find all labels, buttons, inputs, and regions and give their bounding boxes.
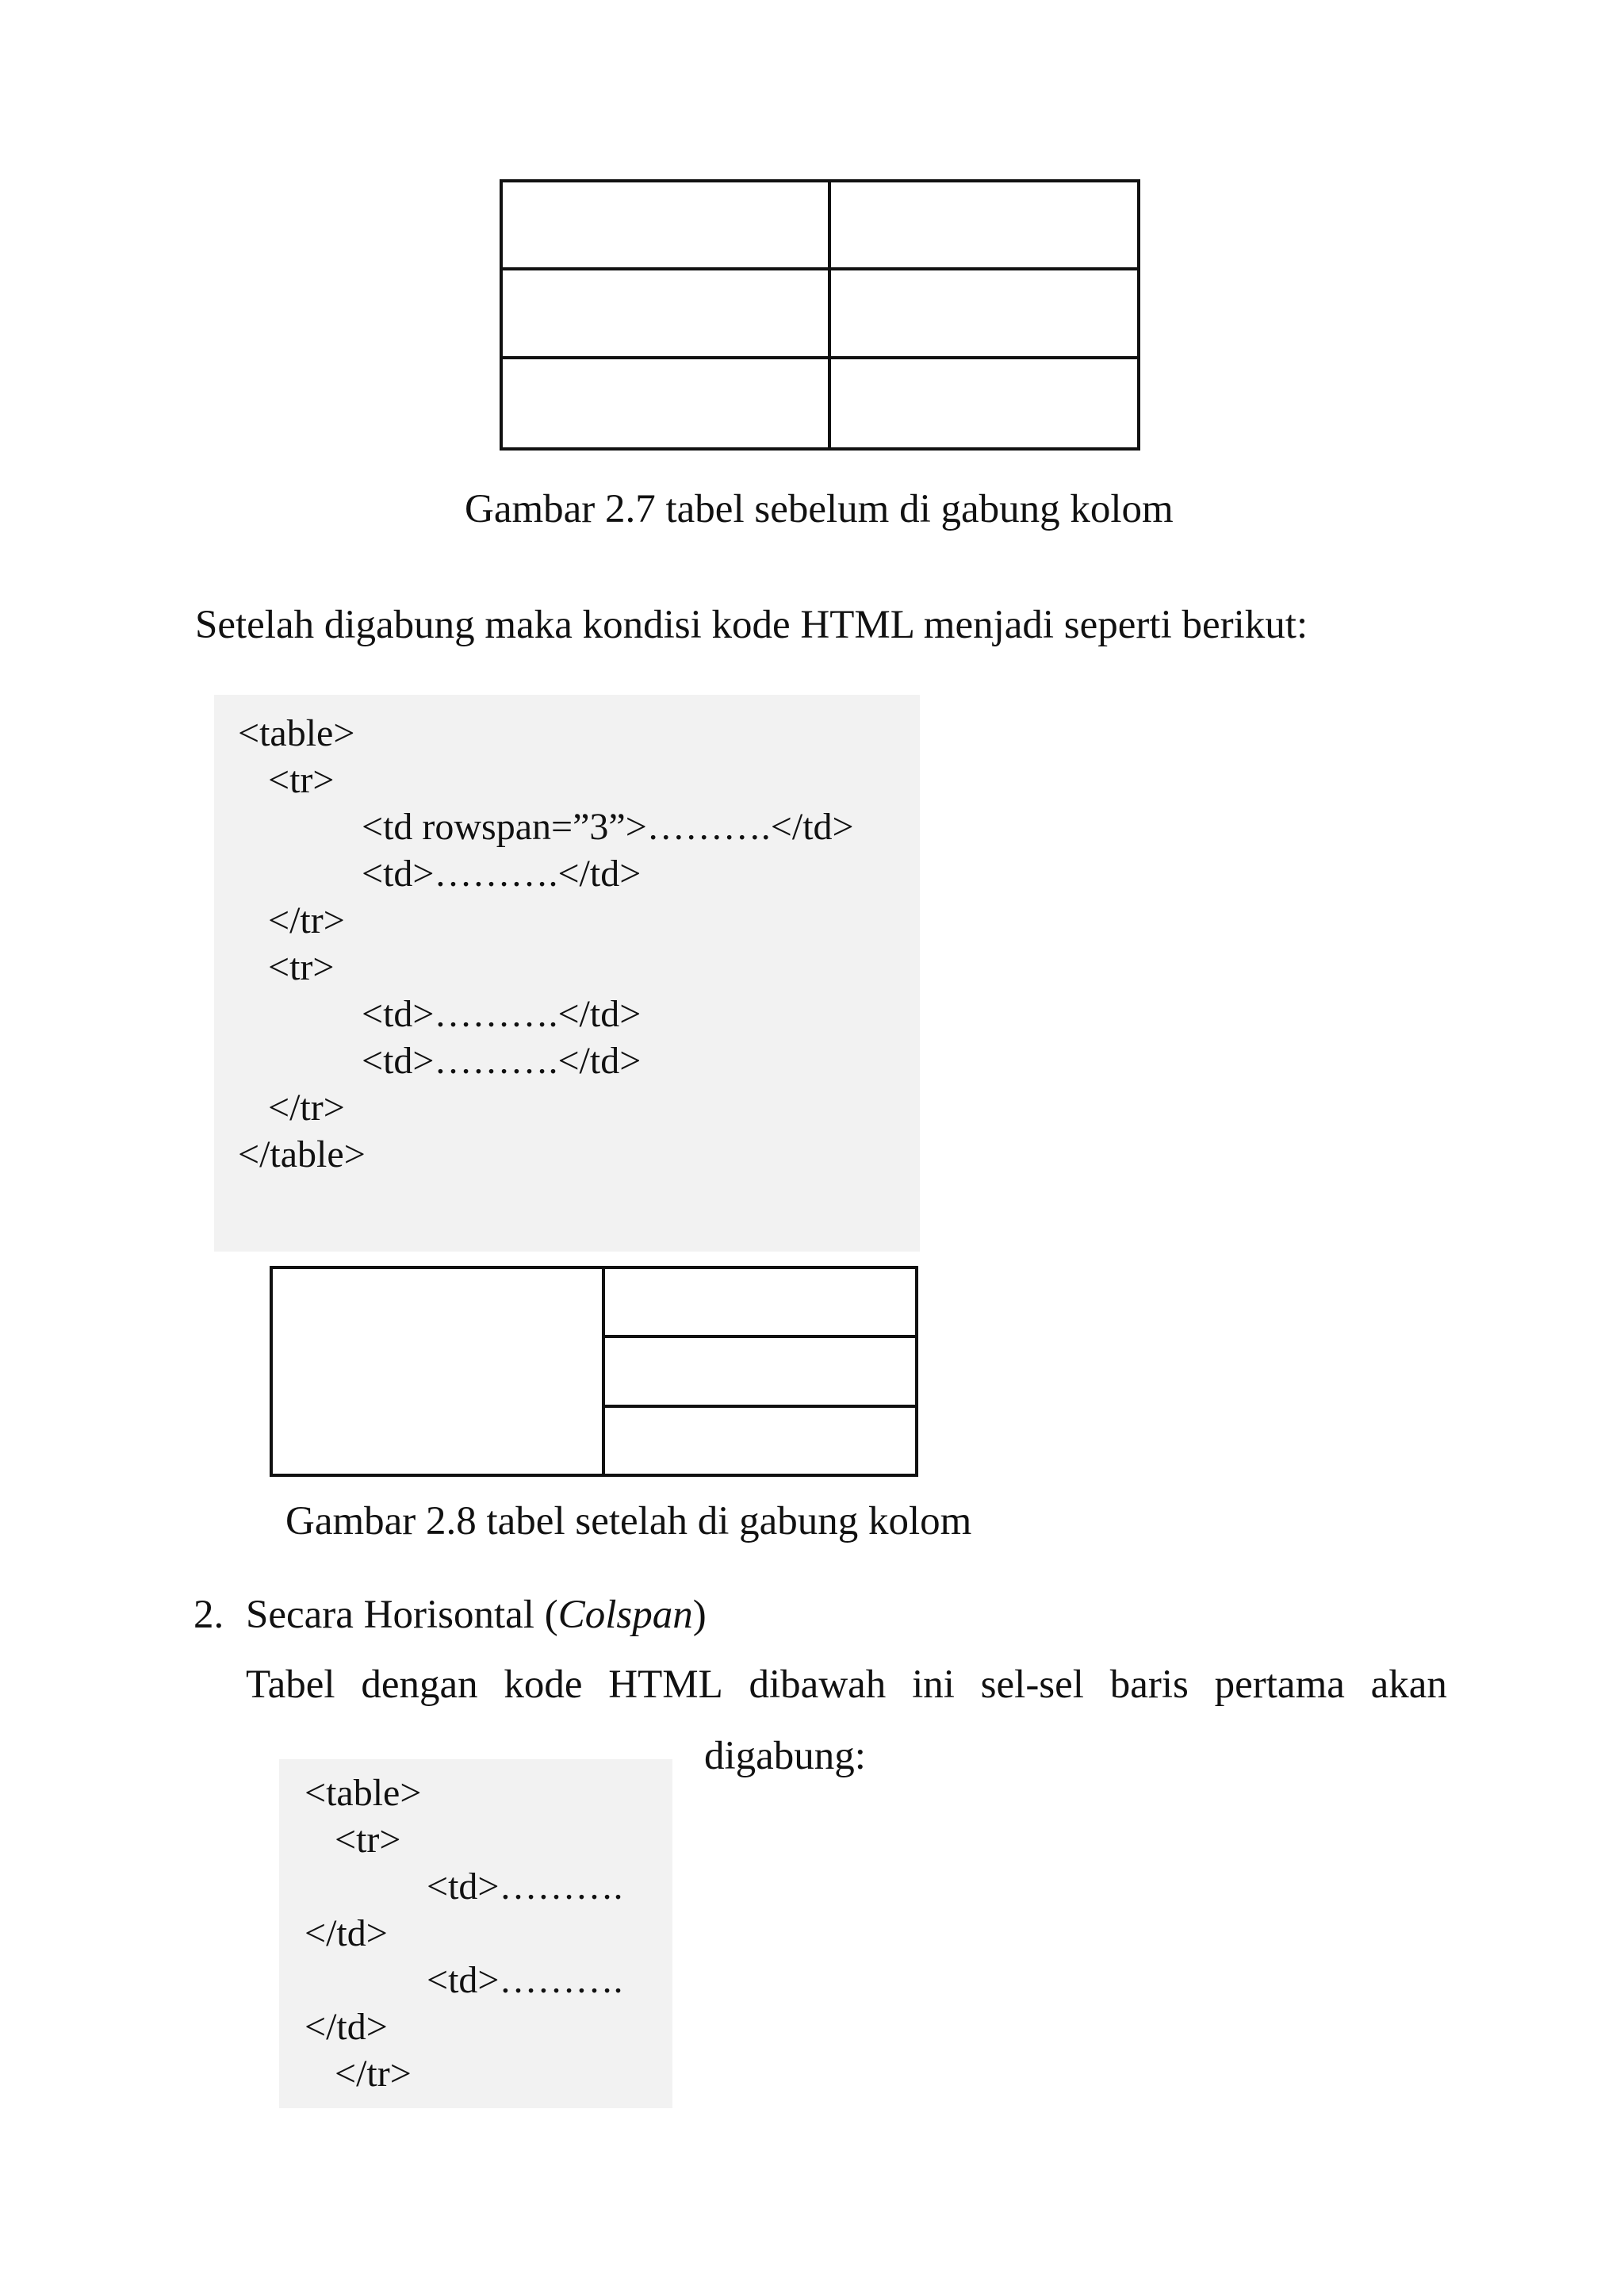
body-word: sel-sel (980, 1662, 1084, 1707)
body-word: kode (504, 1662, 583, 1707)
code-line: <td>……….</td> (362, 853, 642, 895)
code-line: </tr> (268, 899, 345, 941)
table-cell (503, 182, 831, 270)
code-line: <td>……….</td> (362, 1040, 642, 1082)
figure-2-7-caption: Gambar 2.7 tabel sebelum di gabung kolom (465, 487, 1174, 531)
figure-2-8-table (270, 1266, 918, 1477)
code-block-colspan (279, 1759, 672, 2108)
table-cell (503, 270, 831, 359)
figure-2-7-table (500, 179, 1140, 451)
table-cell (831, 359, 1137, 447)
section-2-body-line (246, 1661, 1447, 1708)
code-line: <tr> (335, 1819, 401, 1861)
paragraph-after-merge: Setelah digabung maka kondisi kode HTML menjadi seperti berikut: (195, 603, 1308, 647)
body-word: baris (1109, 1662, 1189, 1707)
section-2-title-prefix: Secara Horisontal ( (246, 1593, 558, 1637)
code-line: <table> (238, 712, 355, 754)
code-line: <table> (304, 1772, 422, 1814)
table-cell (831, 182, 1137, 270)
figure-2-8-caption: Gambar 2.8 tabel setelah di gabung kolom (285, 1499, 972, 1543)
code-line: <td rowspan=”3”>……….</td> (362, 806, 854, 848)
code-block-rowspan (214, 695, 920, 1252)
body-word: dengan (361, 1662, 478, 1707)
code-line: </tr> (335, 2053, 412, 2095)
code-line: <td>………. (427, 1959, 623, 2001)
body-word: HTML (608, 1662, 723, 1707)
section-2-title-suffix: ) (692, 1593, 707, 1637)
code-line: </table> (238, 1133, 366, 1175)
code-line: </tr> (268, 1087, 345, 1129)
body-word: Tabel (246, 1662, 335, 1707)
section-2-title-italic: Colspan (557, 1593, 693, 1637)
table-divider (605, 1405, 915, 1408)
code-line: <td>………. (427, 1865, 623, 1908)
code-line: <tr> (268, 759, 335, 801)
section-2-body-end: digabung: (704, 1734, 866, 1778)
body-word: pertama (1214, 1662, 1345, 1707)
body-word: ini (912, 1662, 955, 1707)
table-cell (503, 359, 831, 447)
body-word: dibawah (749, 1662, 887, 1707)
code-line: </td> (304, 2006, 388, 2048)
code-line: <tr> (268, 946, 335, 988)
code-line: <td>……….</td> (362, 993, 642, 1035)
table-cell (831, 270, 1137, 359)
merged-table-cell (273, 1269, 605, 1474)
body-word: akan (1370, 1662, 1447, 1707)
code-line: </td> (304, 1912, 388, 1954)
section-2-title (246, 1591, 707, 1639)
table-divider (605, 1335, 915, 1338)
section-2-number: 2. (193, 1593, 224, 1637)
